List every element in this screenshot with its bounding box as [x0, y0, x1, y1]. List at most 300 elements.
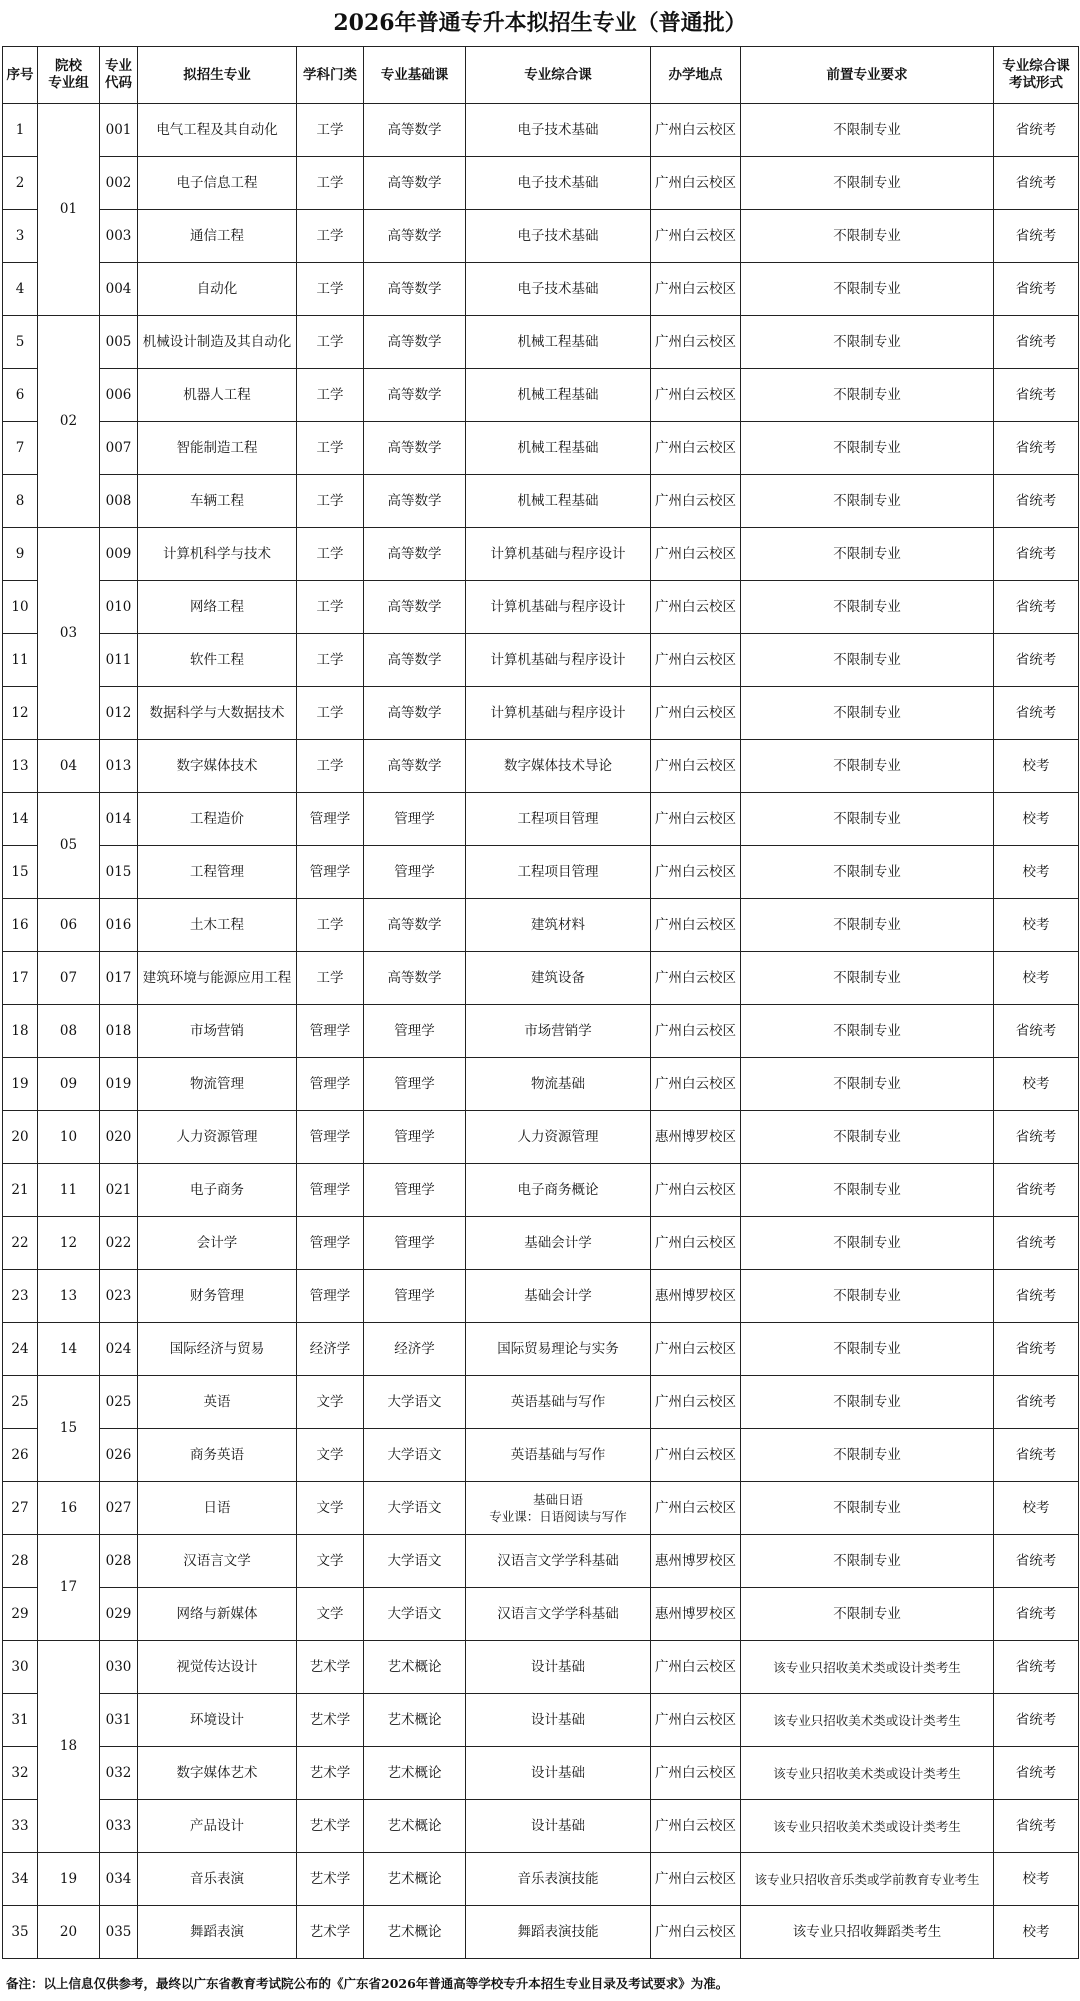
- cell-comprehensive-course: 数字媒体技术导论: [466, 740, 651, 793]
- header-campus: 办学地点: [651, 47, 741, 104]
- cell-exam-form: 省统考: [994, 104, 1079, 157]
- cell-code: 021: [100, 1164, 138, 1217]
- cell-major: 视觉传达设计: [138, 1641, 297, 1694]
- cell-code: 026: [100, 1429, 138, 1482]
- cell-base-course: 高等数学: [364, 475, 466, 528]
- header-major: 拟招生专业: [138, 47, 297, 104]
- table-row: [3, 1164, 1079, 1217]
- cell-code: 008: [100, 475, 138, 528]
- cell-base-course: 管理学: [364, 1005, 466, 1058]
- cell-comprehensive-course: 机械工程基础: [466, 369, 651, 422]
- cell-base-course: 艺术概论: [364, 1641, 466, 1694]
- cell-exam-form: 省统考: [994, 422, 1079, 475]
- cell-seq: 9: [3, 528, 38, 581]
- cell-campus: 广州白云校区: [651, 1906, 741, 1959]
- cell-seq: 25: [3, 1376, 38, 1429]
- cell-seq: 11: [3, 634, 38, 687]
- header-exam-form: 专业综合课 考试形式: [994, 47, 1079, 104]
- cell-group: 19: [38, 1853, 100, 1906]
- cell-base-course: 高等数学: [364, 422, 466, 475]
- cell-code: 007: [100, 422, 138, 475]
- cell-seq: 31: [3, 1694, 38, 1747]
- cell-base-course: 大学语文: [364, 1482, 466, 1535]
- cell-campus: 广州白云校区: [651, 316, 741, 369]
- cell-seq: 10: [3, 581, 38, 634]
- table-row: [3, 210, 1079, 263]
- cell-major: 产品设计: [138, 1800, 297, 1853]
- cell-comprehensive-course: 音乐表演技能: [466, 1853, 651, 1906]
- cell-discipline: 管理学: [297, 1270, 364, 1323]
- cell-comprehensive-course: 计算机基础与程序设计: [466, 528, 651, 581]
- cell-seq: 6: [3, 369, 38, 422]
- table-row: [3, 1429, 1079, 1482]
- cell-campus: 广州白云校区: [651, 1376, 741, 1429]
- cell-group: 20: [38, 1906, 100, 1959]
- cell-code: 031: [100, 1694, 138, 1747]
- cell-comprehensive-course: 英语基础与写作: [466, 1429, 651, 1482]
- cell-code: 019: [100, 1058, 138, 1111]
- cell-group: 04: [38, 740, 100, 793]
- cell-group: 11: [38, 1164, 100, 1217]
- cell-comprehensive-course: 英语基础与写作: [466, 1376, 651, 1429]
- cell-campus: 广州白云校区: [651, 634, 741, 687]
- table-row: [3, 1005, 1079, 1058]
- cell-exam-form: 省统考: [994, 634, 1079, 687]
- cell-exam-form: 省统考: [994, 1429, 1079, 1482]
- cell-prerequisite: 不限制专业: [741, 687, 994, 740]
- cell-comprehensive-course: 计算机基础与程序设计: [466, 581, 651, 634]
- cell-exam-form: 省统考: [994, 1588, 1079, 1641]
- cell-seq: 28: [3, 1535, 38, 1588]
- table-row: [3, 1588, 1079, 1641]
- cell-prerequisite: 不限制专业: [741, 263, 994, 316]
- cell-group: 18: [38, 1641, 100, 1853]
- cell-prerequisite: 不限制专业: [741, 952, 994, 1005]
- cell-major: 国际经济与贸易: [138, 1323, 297, 1376]
- cell-campus: 广州白云校区: [651, 846, 741, 899]
- header-seq: 序号: [3, 47, 38, 104]
- cell-campus: 广州白云校区: [651, 1747, 741, 1800]
- cell-major: 音乐表演: [138, 1853, 297, 1906]
- table-row: [3, 1694, 1079, 1747]
- cell-exam-form: 省统考: [994, 1323, 1079, 1376]
- cell-major: 电气工程及其自动化: [138, 104, 297, 157]
- cell-exam-form: 校考: [994, 793, 1079, 846]
- table-row: [3, 1111, 1079, 1164]
- cell-discipline: 工学: [297, 528, 364, 581]
- cell-comprehensive-course: 人力资源管理: [466, 1111, 651, 1164]
- cell-campus: 广州白云校区: [651, 475, 741, 528]
- table-row: [3, 1270, 1079, 1323]
- cell-exam-form: 校考: [994, 846, 1079, 899]
- cell-discipline: 管理学: [297, 1005, 364, 1058]
- cell-prerequisite: 不限制专业: [741, 1217, 994, 1270]
- cell-comprehensive-course: 计算机基础与程序设计: [466, 687, 651, 740]
- cell-discipline: 艺术学: [297, 1694, 364, 1747]
- cell-group: 15: [38, 1376, 100, 1482]
- cell-code: 023: [100, 1270, 138, 1323]
- footnote: 备注：以上信息仅供参考，最终以广东省教育考试院公布的《广东省2026年普通高等学校专升本招生专业目录及考试要求》为准。: [6, 1976, 729, 1991]
- cell-exam-form: 校考: [994, 1058, 1079, 1111]
- cell-campus: 广州白云校区: [651, 1164, 741, 1217]
- header-code: 专业 代码: [100, 47, 138, 104]
- cell-comprehensive-course: 工程项目管理: [466, 793, 651, 846]
- cell-exam-form: 省统考: [994, 210, 1079, 263]
- table-row: [3, 793, 1079, 846]
- cell-discipline: 工学: [297, 263, 364, 316]
- cell-campus: 广州白云校区: [651, 422, 741, 475]
- cell-base-course: 大学语文: [364, 1535, 466, 1588]
- cell-group: 12: [38, 1217, 100, 1270]
- cell-exam-form: 省统考: [994, 369, 1079, 422]
- table-row: [3, 1482, 1079, 1535]
- cell-comprehensive-course: 机械工程基础: [466, 475, 651, 528]
- cell-prerequisite: 该专业只招收舞蹈类考生: [741, 1906, 994, 1959]
- cell-prerequisite: 不限制专业: [741, 1005, 994, 1058]
- cell-prerequisite: 不限制专业: [741, 581, 994, 634]
- cell-prerequisite: 不限制专业: [741, 1535, 994, 1588]
- cell-prerequisite: 不限制专业: [741, 1058, 994, 1111]
- cell-group: 07: [38, 952, 100, 1005]
- cell-prerequisite: 不限制专业: [741, 1270, 994, 1323]
- cell-major: 电子商务: [138, 1164, 297, 1217]
- cell-major: 市场营销: [138, 1005, 297, 1058]
- cell-exam-form: 校考: [994, 952, 1079, 1005]
- cell-campus: 广州白云校区: [651, 210, 741, 263]
- cell-exam-form: 省统考: [994, 1694, 1079, 1747]
- cell-group: 14: [38, 1323, 100, 1376]
- cell-code: 033: [100, 1800, 138, 1853]
- cell-campus: 广州白云校区: [651, 1323, 741, 1376]
- cell-seq: 34: [3, 1853, 38, 1906]
- cell-discipline: 工学: [297, 952, 364, 1005]
- cell-campus: 广州白云校区: [651, 1217, 741, 1270]
- cell-seq: 5: [3, 316, 38, 369]
- cell-discipline: 工学: [297, 210, 364, 263]
- cell-seq: 15: [3, 846, 38, 899]
- cell-group: 03: [38, 528, 100, 740]
- cell-campus: 惠州博罗校区: [651, 1588, 741, 1641]
- cell-campus: 惠州博罗校区: [651, 1111, 741, 1164]
- cell-base-course: 大学语文: [364, 1588, 466, 1641]
- cell-discipline: 工学: [297, 634, 364, 687]
- cell-major: 人力资源管理: [138, 1111, 297, 1164]
- cell-base-course: 高等数学: [364, 263, 466, 316]
- cell-seq: 33: [3, 1800, 38, 1853]
- cell-discipline: 工学: [297, 740, 364, 793]
- cell-discipline: 管理学: [297, 1111, 364, 1164]
- cell-base-course: 艺术概论: [364, 1747, 466, 1800]
- cell-base-course: 高等数学: [364, 740, 466, 793]
- cell-seq: 32: [3, 1747, 38, 1800]
- table-row: [3, 475, 1079, 528]
- cell-base-course: 艺术概论: [364, 1853, 466, 1906]
- cell-major: 数字媒体艺术: [138, 1747, 297, 1800]
- cell-exam-form: 校考: [994, 740, 1079, 793]
- cell-campus: 广州白云校区: [651, 581, 741, 634]
- table-row: [3, 687, 1079, 740]
- cell-seq: 23: [3, 1270, 38, 1323]
- cell-discipline: 工学: [297, 422, 364, 475]
- table-row: [3, 316, 1079, 369]
- cell-comprehensive-course: 设计基础: [466, 1694, 651, 1747]
- major-table: [2, 46, 1079, 1959]
- cell-prerequisite: 不限制专业: [741, 1164, 994, 1217]
- cell-code: 027: [100, 1482, 138, 1535]
- cell-discipline: 工学: [297, 899, 364, 952]
- cell-comprehensive-course: 舞蹈表演技能: [466, 1906, 651, 1959]
- cell-comprehensive-course: 设计基础: [466, 1641, 651, 1694]
- cell-seq: 14: [3, 793, 38, 846]
- cell-code: 024: [100, 1323, 138, 1376]
- cell-code: 018: [100, 1005, 138, 1058]
- cell-comprehensive-course: 物流基础: [466, 1058, 651, 1111]
- cell-major: 商务英语: [138, 1429, 297, 1482]
- cell-code: 005: [100, 316, 138, 369]
- cell-major: 舞蹈表演: [138, 1906, 297, 1959]
- cell-major: 物流管理: [138, 1058, 297, 1111]
- cell-base-course: 管理学: [364, 1164, 466, 1217]
- cell-seq: 17: [3, 952, 38, 1005]
- cell-base-course: 艺术概论: [364, 1906, 466, 1959]
- cell-code: 028: [100, 1535, 138, 1588]
- table-row: [3, 263, 1079, 316]
- cell-major: 财务管理: [138, 1270, 297, 1323]
- table-row: [3, 740, 1079, 793]
- cell-prerequisite: 该专业只招收美术类或设计类考生: [741, 1747, 994, 1800]
- cell-campus: 广州白云校区: [651, 1058, 741, 1111]
- cell-major: 自动化: [138, 263, 297, 316]
- cell-base-course: 高等数学: [364, 157, 466, 210]
- table-row: [3, 581, 1079, 634]
- cell-base-course: 大学语文: [364, 1429, 466, 1482]
- cell-campus: 广州白云校区: [651, 1853, 741, 1906]
- cell-code: 029: [100, 1588, 138, 1641]
- cell-discipline: 工学: [297, 581, 364, 634]
- cell-base-course: 管理学: [364, 793, 466, 846]
- cell-code: 006: [100, 369, 138, 422]
- cell-code: 014: [100, 793, 138, 846]
- table-row: [3, 634, 1079, 687]
- cell-comprehensive-course: 基础会计学: [466, 1217, 651, 1270]
- cell-prerequisite: 不限制专业: [741, 846, 994, 899]
- cell-discipline: 管理学: [297, 1058, 364, 1111]
- cell-comprehensive-course: 汉语言文学学科基础: [466, 1535, 651, 1588]
- cell-comprehensive-course: 机械工程基础: [466, 316, 651, 369]
- cell-code: 020: [100, 1111, 138, 1164]
- cell-code: 012: [100, 687, 138, 740]
- cell-seq: 7: [3, 422, 38, 475]
- cell-comprehensive-course: 基础日语 专业课：日语阅读与写作: [466, 1482, 651, 1535]
- cell-major: 土木工程: [138, 899, 297, 952]
- cell-comprehensive-course: 工程项目管理: [466, 846, 651, 899]
- table-row: [3, 899, 1079, 952]
- cell-discipline: 艺术学: [297, 1906, 364, 1959]
- cell-seq: 12: [3, 687, 38, 740]
- cell-prerequisite: 不限制专业: [741, 1588, 994, 1641]
- cell-campus: 广州白云校区: [651, 369, 741, 422]
- table-row: [3, 846, 1079, 899]
- cell-code: 034: [100, 1853, 138, 1906]
- cell-seq: 1: [3, 104, 38, 157]
- cell-base-course: 管理学: [364, 1270, 466, 1323]
- cell-major: 通信工程: [138, 210, 297, 263]
- cell-base-course: 高等数学: [364, 316, 466, 369]
- table-row: [3, 1376, 1079, 1429]
- cell-code: 022: [100, 1217, 138, 1270]
- cell-discipline: 工学: [297, 316, 364, 369]
- table-row: [3, 104, 1079, 157]
- cell-major: 电子信息工程: [138, 157, 297, 210]
- cell-exam-form: 省统考: [994, 1270, 1079, 1323]
- table-row: [3, 369, 1079, 422]
- cell-base-course: 管理学: [364, 1111, 466, 1164]
- cell-seq: 2: [3, 157, 38, 210]
- cell-base-course: 艺术概论: [364, 1694, 466, 1747]
- cell-discipline: 文学: [297, 1482, 364, 1535]
- cell-prerequisite: 不限制专业: [741, 104, 994, 157]
- cell-seq: 22: [3, 1217, 38, 1270]
- cell-comprehensive-course: 设计基础: [466, 1747, 651, 1800]
- cell-major: 计算机科学与技术: [138, 528, 297, 581]
- cell-major: 环境设计: [138, 1694, 297, 1747]
- cell-discipline: 艺术学: [297, 1641, 364, 1694]
- cell-seq: 26: [3, 1429, 38, 1482]
- cell-exam-form: 省统考: [994, 263, 1079, 316]
- cell-prerequisite: 不限制专业: [741, 528, 994, 581]
- cell-seq: 35: [3, 1906, 38, 1959]
- cell-comprehensive-course: 电子技术基础: [466, 104, 651, 157]
- cell-major: 网络与新媒体: [138, 1588, 297, 1641]
- cell-major: 网络工程: [138, 581, 297, 634]
- cell-prerequisite: 不限制专业: [741, 1323, 994, 1376]
- cell-seq: 18: [3, 1005, 38, 1058]
- cell-exam-form: 省统考: [994, 1535, 1079, 1588]
- table-row: [3, 952, 1079, 1005]
- cell-discipline: 艺术学: [297, 1853, 364, 1906]
- cell-exam-form: 校考: [994, 1853, 1079, 1906]
- cell-discipline: 工学: [297, 157, 364, 210]
- cell-seq: 3: [3, 210, 38, 263]
- cell-discipline: 工学: [297, 369, 364, 422]
- cell-prerequisite: 不限制专业: [741, 475, 994, 528]
- table-row: [3, 1906, 1079, 1959]
- cell-exam-form: 校考: [994, 1482, 1079, 1535]
- cell-code: 017: [100, 952, 138, 1005]
- table-row: [3, 1853, 1079, 1906]
- cell-prerequisite: 不限制专业: [741, 634, 994, 687]
- cell-discipline: 工学: [297, 475, 364, 528]
- table-body: [3, 104, 1079, 1959]
- cell-exam-form: 省统考: [994, 157, 1079, 210]
- cell-discipline: 文学: [297, 1376, 364, 1429]
- cell-prerequisite: 不限制专业: [741, 422, 994, 475]
- cell-campus: 广州白云校区: [651, 1429, 741, 1482]
- cell-major: 会计学: [138, 1217, 297, 1270]
- cell-exam-form: 省统考: [994, 687, 1079, 740]
- cell-prerequisite: 不限制专业: [741, 1429, 994, 1482]
- cell-exam-form: 省统考: [994, 1641, 1079, 1694]
- cell-seq: 29: [3, 1588, 38, 1641]
- cell-prerequisite: 不限制专业: [741, 1111, 994, 1164]
- cell-major: 数字媒体技术: [138, 740, 297, 793]
- cell-code: 009: [100, 528, 138, 581]
- cell-prerequisite: 该专业只招收美术类或设计类考生: [741, 1800, 994, 1853]
- cell-exam-form: 校考: [994, 1906, 1079, 1959]
- cell-major: 汉语言文学: [138, 1535, 297, 1588]
- cell-discipline: 文学: [297, 1535, 364, 1588]
- cell-exam-form: 省统考: [994, 1376, 1079, 1429]
- cell-seq: 16: [3, 899, 38, 952]
- cell-campus: 广州白云校区: [651, 1800, 741, 1853]
- cell-major: 机器人工程: [138, 369, 297, 422]
- cell-code: 001: [100, 104, 138, 157]
- cell-comprehensive-course: 电子技术基础: [466, 263, 651, 316]
- cell-campus: 惠州博罗校区: [651, 1270, 741, 1323]
- cell-group: 16: [38, 1482, 100, 1535]
- cell-group: 08: [38, 1005, 100, 1058]
- cell-comprehensive-course: 电子技术基础: [466, 157, 651, 210]
- cell-major: 软件工程: [138, 634, 297, 687]
- table-row: [3, 422, 1079, 475]
- cell-discipline: 管理学: [297, 846, 364, 899]
- table-row: [3, 1323, 1079, 1376]
- cell-campus: 广州白云校区: [651, 899, 741, 952]
- table-row: [3, 1641, 1079, 1694]
- cell-exam-form: 省统考: [994, 1164, 1079, 1217]
- cell-base-course: 高等数学: [364, 952, 466, 1005]
- table-row: [3, 1058, 1079, 1111]
- cell-exam-form: 校考: [994, 899, 1079, 952]
- cell-base-course: 高等数学: [364, 210, 466, 263]
- cell-discipline: 文学: [297, 1588, 364, 1641]
- cell-code: 025: [100, 1376, 138, 1429]
- table-header-row: [3, 47, 1079, 104]
- cell-code: 035: [100, 1906, 138, 1959]
- cell-base-course: 高等数学: [364, 369, 466, 422]
- cell-group: 05: [38, 793, 100, 899]
- cell-code: 013: [100, 740, 138, 793]
- cell-group: 02: [38, 316, 100, 528]
- cell-exam-form: 省统考: [994, 1005, 1079, 1058]
- cell-prerequisite: 不限制专业: [741, 1376, 994, 1429]
- cell-comprehensive-course: 基础会计学: [466, 1270, 651, 1323]
- cell-campus: 广州白云校区: [651, 1694, 741, 1747]
- cell-comprehensive-course: 建筑材料: [466, 899, 651, 952]
- cell-comprehensive-course: 设计基础: [466, 1800, 651, 1853]
- cell-comprehensive-course: 电子商务概论: [466, 1164, 651, 1217]
- cell-campus: 惠州博罗校区: [651, 1535, 741, 1588]
- cell-comprehensive-course: 计算机基础与程序设计: [466, 634, 651, 687]
- cell-major: 英语: [138, 1376, 297, 1429]
- cell-code: 003: [100, 210, 138, 263]
- cell-campus: 广州白云校区: [651, 263, 741, 316]
- cell-campus: 广州白云校区: [651, 157, 741, 210]
- cell-campus: 广州白云校区: [651, 952, 741, 1005]
- cell-base-course: 大学语文: [364, 1376, 466, 1429]
- table-row: [3, 1747, 1079, 1800]
- cell-prerequisite: 该专业只招收美术类或设计类考生: [741, 1694, 994, 1747]
- cell-prerequisite: 该专业只招收音乐类或学前教育专业考生: [741, 1853, 994, 1906]
- cell-group: 06: [38, 899, 100, 952]
- cell-base-course: 经济学: [364, 1323, 466, 1376]
- cell-campus: 广州白云校区: [651, 793, 741, 846]
- cell-exam-form: 省统考: [994, 475, 1079, 528]
- cell-code: 032: [100, 1747, 138, 1800]
- cell-group: 01: [38, 104, 100, 316]
- cell-discipline: 管理学: [297, 1164, 364, 1217]
- cell-seq: 27: [3, 1482, 38, 1535]
